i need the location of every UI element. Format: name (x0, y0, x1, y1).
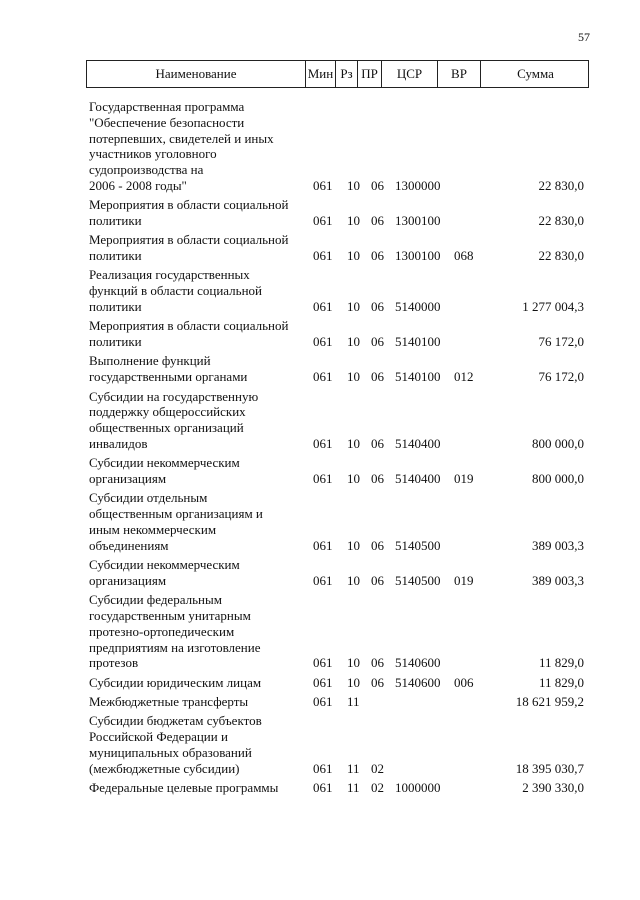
row-name: Субсидии юридическим лицам (89, 674, 262, 690)
table-row (89, 197, 584, 229)
table-row (89, 267, 584, 314)
row-min: 061 (313, 471, 333, 487)
header-pr: ПР (358, 61, 382, 87)
table-row (89, 592, 584, 671)
row-min: 061 (313, 760, 333, 776)
row-sum: 76 172,0 (538, 369, 584, 385)
row-name: Выполнение функций государственными органами (89, 353, 248, 385)
row-min: 061 (313, 369, 333, 385)
row-sum: 800 000,0 (532, 471, 584, 487)
row-csr: 5140000 (395, 299, 441, 315)
table-row (89, 232, 584, 264)
table-row (89, 353, 584, 385)
row-csr: 1000000 (395, 779, 441, 795)
header-vr: ВР (438, 61, 481, 87)
table-row (89, 557, 584, 589)
row-name: Субсидии некоммерческим организациям (89, 557, 240, 588)
table-row (89, 455, 584, 487)
row-sum: 76 172,0 (538, 334, 584, 350)
row-pr: 06 (371, 674, 384, 690)
row-min: 061 (313, 693, 333, 709)
row-csr: 5140600 (395, 674, 441, 690)
row-rz: 11 (347, 693, 360, 709)
row-min: 061 (313, 572, 333, 588)
row-csr: 5140100 (395, 334, 441, 350)
row-csr: 1300100 (395, 248, 441, 264)
row-rz: 10 (347, 213, 360, 229)
row-sum: 11 829,0 (538, 674, 584, 690)
row-sum: 18 621 959,2 (515, 693, 584, 709)
row-csr: 1300000 (395, 177, 441, 193)
row-rz: 10 (347, 435, 360, 451)
row-vr: 012 (454, 369, 474, 385)
row-pr: 06 (371, 655, 384, 671)
row-name: Мероприятия в области социальной политики (89, 232, 289, 264)
row-rz: 11 (347, 760, 360, 776)
row-min: 061 (313, 779, 333, 795)
row-rz: 10 (347, 537, 360, 553)
row-name: Субсидии отдельным общественным организациям и иным некоммерческим объединениям (89, 490, 263, 553)
row-min: 061 (313, 655, 333, 671)
row-name: Федеральные целевые программы (89, 779, 279, 795)
table-row (89, 318, 584, 350)
header-min: Мин (306, 61, 336, 87)
row-sum: 2 390 330,0 (522, 779, 584, 795)
row-min: 061 (313, 299, 333, 315)
row-pr: 06 (371, 299, 384, 315)
row-rz: 10 (347, 369, 360, 385)
row-name: Реализация государственных функций в области социальной политики (89, 267, 262, 315)
row-pr: 06 (371, 572, 384, 588)
row-rz: 10 (347, 471, 360, 487)
header-csr: ЦСР (382, 61, 438, 87)
row-sum: 22 830,0 (538, 177, 584, 193)
row-pr: 06 (371, 537, 384, 553)
row-name: Субсидии федеральным государственным унитарным протезно-ортопедическим предприятиям на изготовление протезов (89, 592, 261, 671)
table-row (89, 713, 584, 776)
row-rz: 11 (347, 779, 360, 795)
header-name: Наименование (87, 61, 306, 87)
row-csr: 5140600 (395, 655, 441, 671)
table-row (89, 490, 584, 553)
table-body (89, 99, 584, 799)
row-csr: 5140100 (395, 369, 441, 385)
row-sum: 1 277 004,3 (522, 299, 584, 315)
row-sum: 389 003,3 (532, 537, 584, 553)
row-csr: 5140500 (395, 537, 441, 553)
row-pr: 02 (371, 760, 384, 776)
row-csr: 5140400 (395, 471, 441, 487)
row-csr: 5140400 (395, 435, 441, 451)
row-pr: 06 (371, 177, 384, 193)
row-vr: 019 (454, 471, 474, 487)
row-pr: 06 (371, 334, 384, 350)
row-csr: 5140500 (395, 572, 441, 588)
row-min: 061 (313, 435, 333, 451)
row-name: Субсидии бюджетам субъектов Российской Федерации и муниципальных образований (межбюджетные субсидии) (89, 713, 262, 776)
row-name: Государственная программа "Обеспечение безопасности потерпевших, свидетелей и иных участников уголовного судопроизводства на 2006 - 2008 годы" (89, 99, 274, 193)
page-number: 57 (578, 30, 590, 44)
row-rz: 10 (347, 572, 360, 588)
row-rz: 10 (347, 655, 360, 671)
row-csr: 1300100 (395, 213, 441, 229)
row-min: 061 (313, 213, 333, 229)
row-name: Мероприятия в области социальной политики (89, 318, 289, 350)
row-name: Субсидии на государственную поддержку общероссийских общественных организаций инвалидов (89, 388, 259, 451)
table-header (86, 60, 589, 88)
row-name: Межбюджетные трансферты (89, 693, 249, 709)
row-min: 061 (313, 334, 333, 350)
row-pr: 06 (371, 471, 384, 487)
row-pr: 06 (371, 248, 384, 264)
row-name: Субсидии некоммерческим организациям (89, 455, 240, 487)
row-sum: 389 003,3 (532, 572, 584, 588)
row-pr: 06 (371, 369, 384, 385)
table-row (89, 675, 584, 691)
row-rz: 10 (347, 334, 360, 350)
table-row (89, 780, 584, 796)
row-min: 061 (313, 248, 333, 264)
table-row (89, 99, 584, 194)
row-sum: 11 829,0 (538, 655, 584, 671)
row-pr: 06 (371, 213, 384, 229)
header-sum: Сумма (517, 66, 554, 81)
row-vr: 019 (454, 572, 474, 588)
row-sum: 22 830,0 (538, 213, 584, 229)
row-rz: 10 (347, 177, 360, 193)
row-rz: 10 (347, 248, 360, 264)
row-pr: 06 (371, 435, 384, 451)
table-row (89, 389, 584, 452)
row-sum: 800 000,0 (532, 435, 584, 451)
row-rz: 10 (347, 674, 360, 690)
table-row (89, 694, 584, 710)
row-min: 061 (313, 674, 333, 690)
row-min: 061 (313, 537, 333, 553)
header-rz: Рз (336, 61, 358, 87)
row-name: Мероприятия в области социальной политики (89, 197, 289, 229)
row-min: 061 (313, 177, 333, 193)
row-sum: 18 395 030,7 (515, 760, 584, 776)
row-pr: 02 (371, 779, 384, 795)
row-vr: 068 (454, 248, 474, 264)
row-rz: 10 (347, 299, 360, 315)
row-vr: 006 (454, 674, 474, 690)
row-sum: 22 830,0 (538, 248, 584, 264)
